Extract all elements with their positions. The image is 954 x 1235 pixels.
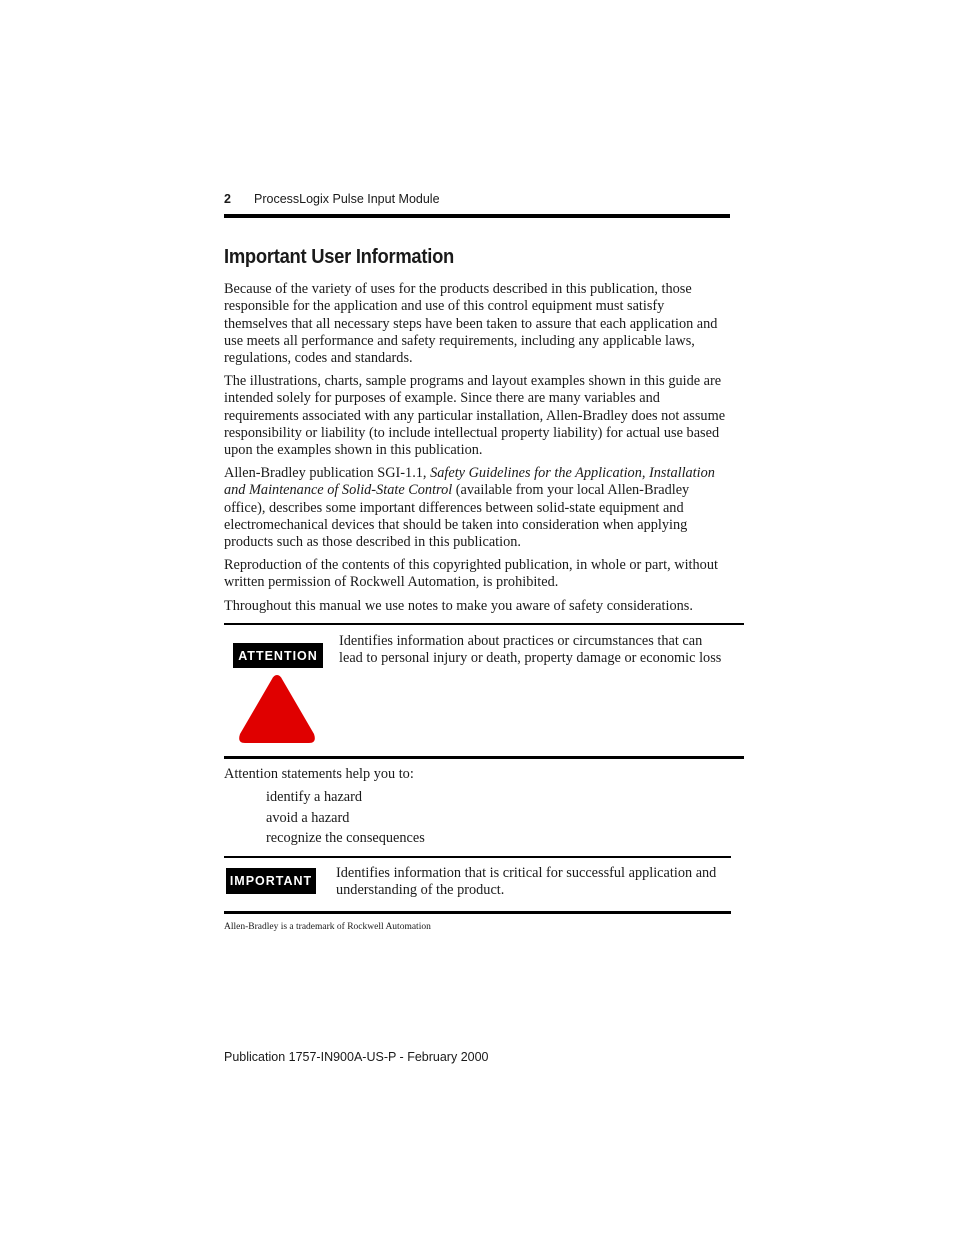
running-title: ProcessLogix Pulse Input Module (254, 192, 440, 206)
paragraph-notes: Throughout this manual we use notes to make you aware of safety considerations. (224, 598, 693, 614)
important-text: Identifies information that is critical for successful application and understanding of the product. (336, 865, 717, 899)
attention-badge: ATTENTION (233, 643, 323, 668)
list-item: avoid a hazard (266, 809, 350, 826)
publication-footer: Publication 1757-IN900A-US-P - February 2000 (224, 1050, 489, 1064)
attention-bottom-rule (224, 756, 744, 759)
attention-top-rule (224, 623, 744, 625)
guidelines-lead: Allen-Bradley publication SGI-1.1, (224, 465, 431, 481)
paragraph-guidelines (224, 465, 728, 551)
trademark-note: Allen-Bradley is a trademark of Rockwell Automation (224, 922, 431, 932)
page-number: 2 (224, 192, 231, 206)
attention-help-intro: Attention statements help you to: (224, 766, 414, 782)
warning-triangle-icon (237, 672, 317, 746)
paragraph-responsibility: Because of the variety of uses for the products described in this publication, those responsible for the application and use of this control equipment must satisfy themselves that all necessary steps have been taken to assure that each application and use meets all performance and safety requirements, including any applicable laws, regulations, codes and standards. (224, 281, 718, 367)
guidelines-title: Safety Guidelines for the Application, Installation and Maintenance of Solid-State Control (224, 465, 715, 499)
important-badge: IMPORTANT (226, 868, 316, 894)
paragraph-copyright: Reproduction of the contents of this copyrighted publication, in whole or part, without written permission of Rockwell Automation, is prohibited. (224, 557, 718, 591)
attention-help-list (266, 789, 425, 851)
paragraph-examples: The illustrations, charts, sample programs and layout examples shown in this guide are intended solely for purposes of example. Since there are many variables and requirements associated with any particular installation, Allen-Bradley does not assume responsibility or liability (to include intellectual property liability) for actual use based upon the examples shown in this publication. (224, 373, 726, 459)
guidelines-rest: (available from your local Allen-Bradley office), describes some important differences between solid-state equipment and electromechanical devices that should be taken into consideration when applying products such as those described in this publication. (224, 482, 690, 551)
list-item: recognize the consequences (266, 830, 425, 846)
important-bottom-rule (224, 911, 731, 914)
section-title: Important User Information (224, 246, 454, 268)
important-top-rule (224, 856, 731, 858)
list-item: identify a hazard (266, 789, 363, 805)
header-rule (224, 214, 730, 218)
running-header (224, 192, 440, 206)
attention-text: Identifies information about practices or circumstances that can lead to personal injury or death, property damage or economic loss (339, 633, 722, 667)
